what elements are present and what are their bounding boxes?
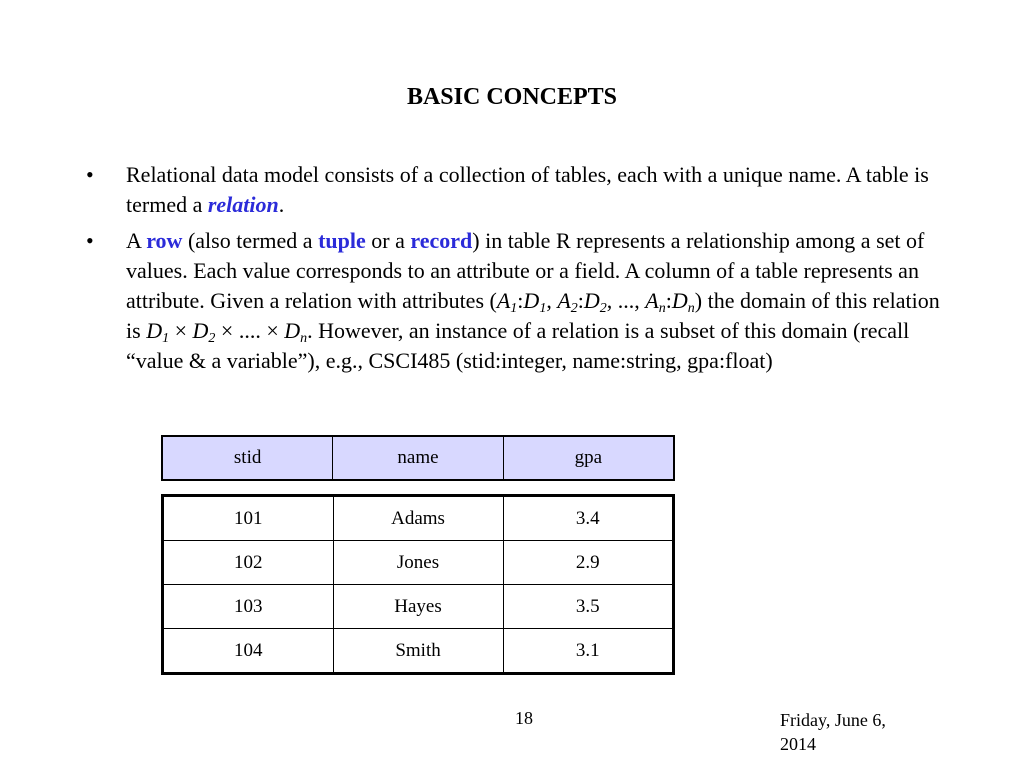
cell-name: Smith [333,629,503,674]
page-number: 18 [515,708,533,728]
term-record: record [410,228,473,253]
header-cell-gpa: gpa [503,436,674,480]
bullet-item-1 [86,160,946,220]
cell-gpa: 2.9 [503,541,673,585]
bullet-icon: • [86,162,94,187]
table-row [163,629,674,674]
term-relation: relation [207,192,279,217]
domain-formula: $D_1 \times D_2$ × .... × $D_n$ [146,318,308,346]
cell-gpa: 3.1 [503,629,673,674]
bullet2-p4: ) in table R represents a relationship among a set of values. Each value corresponds to an attribute or a field. A column of a table represents an attribute. Given a relation with attributes ( [126,228,925,313]
header-cell-name: name [333,436,503,480]
bullet2-p2: (also termed a [182,228,319,253]
term-tuple: tuple [318,228,366,253]
cell-stid: 103 [163,585,334,629]
bullet2-p6: . However, an instance of a relation is a subset of this domain (recall “value & a variable”), e.g., CSCI485 (stid:integer, name:string, gpa:float) [126,318,910,373]
bullet1-text-a: Relational data model consists of a collection of tables, each with a unique name. A table is termed a [126,162,929,217]
cell-stid: 104 [163,629,334,674]
bullet-item-2 [86,226,946,376]
slide-title: BASIC CONCEPTS [406,84,618,110]
bullet1-text-b: . [278,192,285,217]
cell-stid: 102 [163,541,334,585]
header-row [162,436,674,480]
bullet2-p3: or a [365,228,411,253]
bullet-list [86,160,946,382]
cell-name: Hayes [333,585,503,629]
cell-gpa: 3.4 [503,496,673,541]
term-row: row [146,228,183,253]
table-row [163,541,674,585]
table-body [161,494,675,675]
table-header [161,435,675,481]
header-cell-stid: stid [162,436,333,480]
footer-date: Friday, June 6, 2014 [780,710,886,754]
table-row [163,585,674,629]
bullet-icon: • [86,228,94,253]
cell-gpa: 3.5 [503,585,673,629]
bullet2-p5: ) the domain of this relation is [126,288,940,343]
cell-stid: 101 [163,496,334,541]
table-row [163,496,674,541]
attribute-list: $A_1:D_1$, $A_2:D_2$, ..., $A_n:D_n$ [496,288,695,316]
cell-name: Adams [333,496,503,541]
bullet2-p1: A [126,228,147,253]
cell-name: Jones [333,541,503,585]
